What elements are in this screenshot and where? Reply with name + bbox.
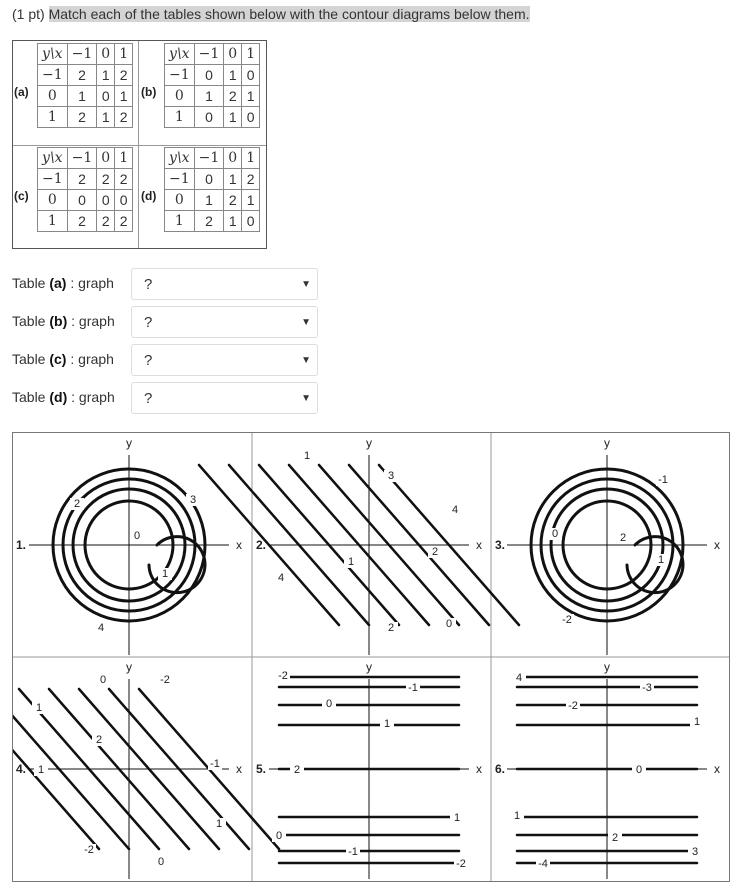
table-row-header: −1 [38,65,68,86]
contour-label: 4 [97,622,105,634]
contour-label: 4 [277,572,285,584]
table-row [38,65,133,86]
table-row-header: −1 [165,65,195,86]
question-row-d [12,389,115,405]
contour-label: 0 [325,698,333,710]
contour-label: -2 [456,858,466,870]
prompt-text: Match each of the tables shown below with the contour diagrams below them. [48,6,530,22]
table-header-cell: −1 [194,44,224,65]
y-axis-label: y [126,660,132,674]
contour-label: -2 [278,670,288,682]
table-row [165,211,260,232]
table-row [165,190,260,211]
contour-label: 1 [693,716,701,728]
contour-label: 1 [161,568,169,580]
contour-label: 0 [99,674,107,686]
contour-label: -4 [538,858,548,870]
table-row [38,211,133,232]
table-header-cell: 0 [224,148,242,169]
table-cell: 1 [242,190,260,211]
contour-label: 1 [35,702,43,714]
question-prefix: Table [12,275,46,291]
table-cell: 0 [115,190,133,211]
contour-label: 1 [657,554,665,566]
contour-label: -2 [568,700,578,712]
x-axis-label: x [236,538,242,552]
table-cell: 1 [194,86,224,107]
table-cell: 1 [224,107,242,128]
graph-number: 5. [255,762,267,776]
contour-label: 2 [431,546,439,558]
y-axis-label: y [604,436,610,450]
graph-number: 3. [494,538,506,552]
y-axis-label: y [604,660,610,674]
table-cell: 2 [97,211,115,232]
contour-label: -1 [348,846,358,858]
contour-label: 2 [611,832,619,844]
contour-label: 3 [189,494,197,506]
table-row-header: 1 [38,211,68,232]
contour-label: 2 [619,532,627,544]
table-cell: 2 [67,107,97,128]
table-row [38,86,133,107]
table-header-cell: y\x [165,44,195,65]
contour-label: 1 [383,718,391,730]
table-header-cell: 1 [242,148,260,169]
table-cell: 2 [97,169,115,190]
question-suffix: : graph [70,351,114,367]
contour-label: 0 [551,528,559,540]
contour-label: 0 [445,618,453,630]
contour-label: 4 [451,504,459,516]
table-cell: 2 [67,169,97,190]
table-cell: 1 [97,65,115,86]
table-cell: 2 [224,86,242,107]
table-cell: 1 [224,65,242,86]
table-row [165,65,260,86]
table-row-header: −1 [38,169,68,190]
value-table [37,43,133,128]
x-axis-label: x [714,762,720,776]
question-prefix: Table [12,351,46,367]
table-row [165,169,260,190]
table-header-cell: 0 [224,44,242,65]
question-row-a [12,275,114,291]
tables-grid [12,40,267,249]
table-cell: 2 [115,169,133,190]
table-row [165,86,260,107]
table-header-cell: −1 [67,44,97,65]
graph-select-a[interactable] [131,268,318,300]
table-header-cell: y\x [38,44,68,65]
graph-number: 6. [494,762,506,776]
contour-label: -3 [642,682,652,694]
table-cell: 2 [67,65,97,86]
select-value: ? [144,314,153,331]
table-header-cell: y\x [165,148,195,169]
table-cell: 2 [67,211,97,232]
contour-graphs-svg [13,433,729,881]
question-suffix: : graph [70,275,114,291]
x-axis-label: x [236,762,242,776]
select-value: ? [144,276,153,293]
table-cell: 0 [242,211,260,232]
table-cell: 1 [224,211,242,232]
table-cell: 2 [115,65,133,86]
question-table-label: (b) [49,313,68,329]
table-cell: 0 [67,190,97,211]
table-row-header: 0 [165,86,195,107]
table-cell: 1 [242,86,260,107]
graph-number: 4. [15,762,27,776]
table-row-header: 1 [165,211,195,232]
table-row [38,107,133,128]
table-header-cell: y\x [38,148,68,169]
contour-label: 1 [215,818,223,830]
problem-prompt [12,6,530,22]
y-axis-label: y [126,436,132,450]
question-suffix: : graph [71,389,115,405]
contour-label: 1 [37,764,45,776]
table-label: (b) [141,85,157,99]
table-row-header: 0 [165,190,195,211]
table-cell: 1 [67,86,97,107]
x-axis-label: x [714,538,720,552]
contour-label: 2 [95,734,103,746]
table-cell: 0 [242,107,260,128]
table-label: (c) [14,189,29,203]
table-header-cell: −1 [194,148,224,169]
contour-label: -1 [658,474,668,486]
table-cell: 2 [194,211,224,232]
x-axis-label: x [476,762,482,776]
table-header-cell: 0 [97,44,115,65]
question-table-label: (d) [49,389,68,405]
question-table-label: (a) [49,275,67,291]
grid-divider [13,145,266,146]
y-axis-label: y [366,660,372,674]
y-axis-label: y [366,436,372,450]
chevron-down-icon: ▼ [301,317,311,328]
points-label: (1 pt) [12,6,45,22]
table-row-header: 1 [38,107,68,128]
table-cell: 1 [115,86,133,107]
value-table [37,147,133,232]
question-row-c [12,351,114,367]
contour-label: 1 [513,810,521,822]
table-header-cell: 1 [242,44,260,65]
contour-label: -1 [408,682,418,694]
table-cell: 0 [97,190,115,211]
table-cell: 2 [242,169,260,190]
graph-number: 1. [15,538,27,552]
table-cell: 2 [224,190,242,211]
table-cell: 0 [194,107,224,128]
question-suffix: : graph [71,313,115,329]
contour-label: 1 [303,450,311,462]
contour-label: 1 [453,812,461,824]
x-axis-label: x [476,538,482,552]
table-row-header: 0 [38,86,68,107]
value-table [164,43,260,128]
chevron-down-icon: ▼ [301,279,311,290]
contour-label: 2 [293,764,301,776]
table-cell: 0 [242,65,260,86]
value-table [164,147,260,232]
table-header-cell: −1 [67,148,97,169]
table-row-header: 1 [165,107,195,128]
chevron-down-icon: ▼ [301,393,311,404]
table-cell: 0 [97,86,115,107]
table-row-header: 0 [38,190,68,211]
table-row [165,107,260,128]
table-row [38,169,133,190]
chevron-down-icon: ▼ [301,355,311,366]
table-header-cell: 0 [97,148,115,169]
contour-label: -2 [84,844,94,856]
table-row [38,190,133,211]
contour-label: -1 [210,758,220,770]
question-table-label: (c) [49,351,67,367]
contour-label: 1 [347,556,355,568]
table-row-header: −1 [165,169,195,190]
table-cell: 0 [194,169,224,190]
table-label: (a) [14,85,29,99]
contour-label: 0 [275,830,283,842]
graph-number: 2. [255,538,267,552]
grid-divider [138,41,139,248]
table-cell: 1 [97,107,115,128]
contour-label: -2 [160,674,170,686]
table-cell: 2 [115,107,133,128]
graph-select-d[interactable] [131,382,318,414]
contour-label: 3 [691,846,699,858]
graph-select-c[interactable] [131,344,318,376]
contour-label: 4 [515,672,523,684]
contour-label: 0 [635,764,643,776]
contour-label: -2 [562,614,572,626]
contour-label: 2 [387,622,395,634]
select-value: ? [144,390,153,407]
contour-label: 3 [387,470,395,482]
table-cell: 1 [224,169,242,190]
contour-graphs-grid [12,432,730,882]
table-cell: 1 [194,190,224,211]
contour-label: 2 [73,498,81,510]
table-label: (d) [141,189,157,203]
contour-label: 0 [133,530,141,542]
table-cell: 2 [115,211,133,232]
table-header-cell: 1 [115,148,133,169]
graph-select-b[interactable] [131,306,318,338]
question-row-b [12,313,115,329]
table-cell: 0 [194,65,224,86]
table-header-cell: 1 [115,44,133,65]
contour-label: 0 [157,856,165,868]
select-value: ? [144,352,153,369]
question-prefix: Table [12,313,46,329]
question-prefix: Table [12,389,46,405]
